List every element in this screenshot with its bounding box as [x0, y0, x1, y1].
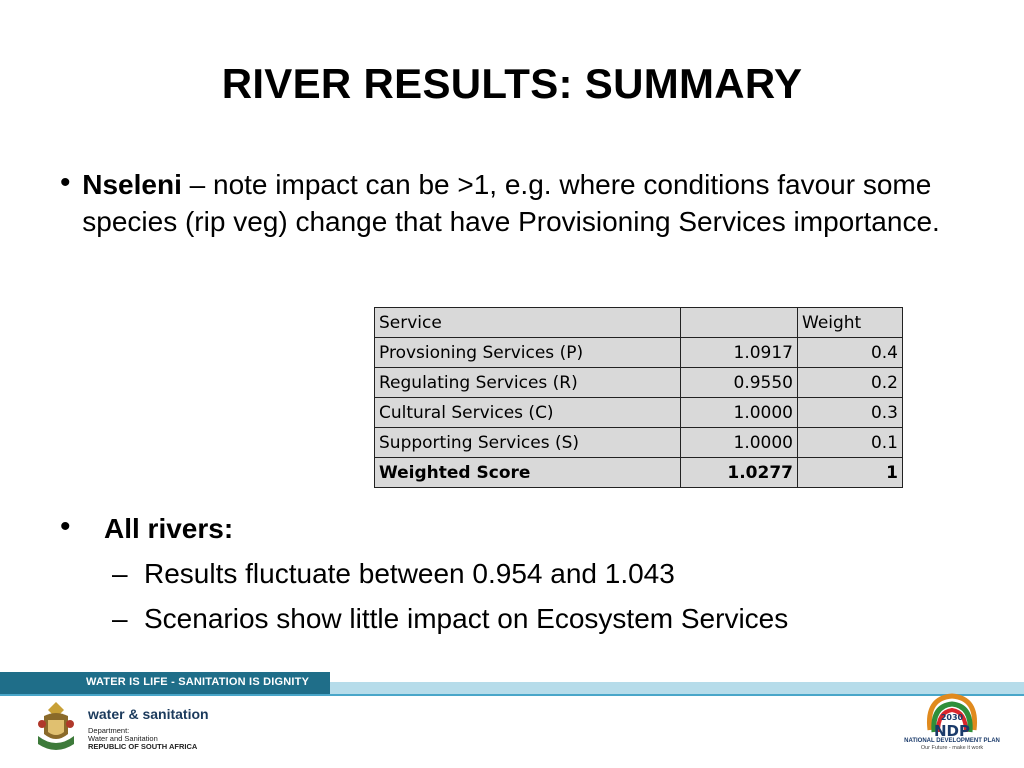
ndp-tagline: Our Future - make it work: [920, 745, 984, 751]
footer-bar-line: [0, 694, 1024, 696]
dash-marker: –: [112, 603, 128, 634]
cell-service: Supporting Services (S): [375, 428, 681, 458]
bullet-nseleni: [60, 166, 950, 240]
cell-service: Cultural Services (C): [375, 398, 681, 428]
table-row: [375, 428, 903, 458]
bullet-text: [82, 166, 950, 240]
bullet-body: – note impact can be >1, e.g. where conditions favour some species (rip veg) change that have Provisioning Services importance.: [82, 169, 940, 237]
cell-score: 0.9550: [681, 368, 798, 398]
cell-score: 1.0000: [681, 428, 798, 458]
bullet-dot: •: [60, 510, 71, 543]
table-row: [375, 368, 903, 398]
cell-total-label: Weighted Score: [375, 458, 681, 488]
sub-bullet: [112, 558, 675, 590]
cell-weight: 0.1: [798, 428, 903, 458]
table-row: [375, 398, 903, 428]
cell-weight: 0.3: [798, 398, 903, 428]
bullet-bold-term: All rivers:: [104, 513, 234, 544]
bullet-all-rivers: [60, 510, 950, 547]
cell-service: Regulating Services (R): [375, 368, 681, 398]
coat-of-arms-icon: [34, 700, 78, 756]
dept-line: REPUBLIC OF SOUTH AFRICA: [88, 742, 198, 751]
dept-line: Water and Sanitation: [88, 734, 158, 743]
table-header-row: [375, 308, 903, 338]
cell-service: Provsioning Services (P): [375, 338, 681, 368]
bullet-bold-term: Nseleni: [82, 169, 182, 200]
dept-name: water & sanitation: [88, 706, 209, 722]
bullet-text: [104, 510, 233, 547]
dept-line: Department:: [88, 726, 130, 735]
footer-slogan: WATER IS LIFE - SANITATION IS DIGNITY: [86, 676, 310, 688]
ndp-name: NATIONAL DEVELOPMENT PLAN: [904, 738, 1000, 744]
cell-score: 1.0917: [681, 338, 798, 368]
cell-total-weight: 1: [798, 458, 903, 488]
bullet-dot: •: [60, 166, 71, 199]
services-table: [374, 307, 903, 488]
sub-bullet-text: Scenarios show little impact on Ecosystem Services: [144, 603, 789, 634]
header-service: Service: [375, 308, 681, 338]
dash-marker: –: [112, 558, 128, 589]
cell-score: 1.0000: [681, 398, 798, 428]
table-row: [375, 338, 903, 368]
ndp-year: 2030: [940, 713, 964, 722]
table-total-row: [375, 458, 903, 488]
cell-weight: 0.4: [798, 338, 903, 368]
sub-bullet: [112, 603, 788, 635]
cell-total-score: 1.0277: [681, 458, 798, 488]
header-weight: Weight: [798, 308, 903, 338]
sub-bullet-text: Results fluctuate between 0.954 and 1.043: [144, 558, 675, 589]
ndp-mark: NDP: [934, 722, 970, 740]
slide-title: RIVER RESULTS: SUMMARY: [221, 60, 803, 107]
cell-weight: 0.2: [798, 368, 903, 398]
header-score: [681, 308, 798, 338]
